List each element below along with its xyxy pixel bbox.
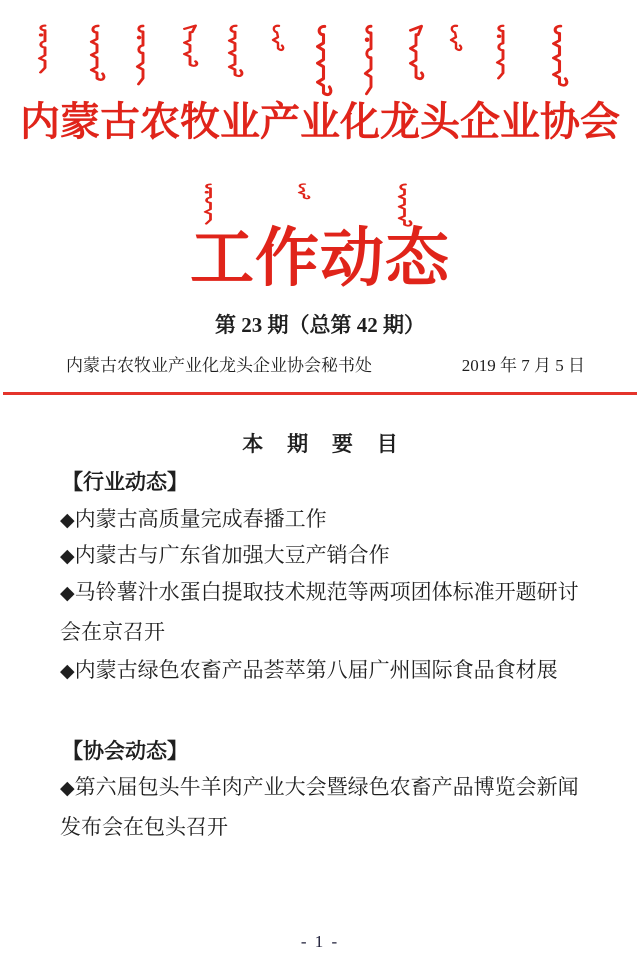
toc-heading: 本 期 要 目 [242,433,407,456]
diamond-bullet-icon: ◆ [60,510,75,531]
section-title-industry-news: 【行业动态】 [62,471,188,494]
publisher-row [0,353,640,379]
publish-date: 2019 年 7 月 5 日 [461,356,585,375]
toc-item [60,536,590,576]
toc-item [60,651,590,691]
toc-item-text: 第六届包头牛羊肉产业大会暨绿色农畜产品博览会新闻发布会在包头召开 [60,775,579,839]
toc-item [60,768,590,846]
diamond-bullet-icon: ◆ [60,661,75,682]
toc-item [60,573,590,651]
toc-item [60,500,590,540]
toc-item-text: 内蒙古高质量完成春播工作 [74,507,327,531]
toc-item-text: 马铃薯汁水蛋白提取技术规范等两项团体标准开题研讨会在京召开 [60,580,579,644]
issue-number: 第 23 期（总第 42 期） [215,313,425,337]
toc-item-text: 内蒙古与广东省加强大豆产销合作 [74,543,390,567]
section-title-association-news: 【协会动态】 [62,740,188,763]
bulletin-title: 工作动态 [190,223,450,294]
publisher-name: 内蒙古农牧业产业化龙头企业协会秘书处 [66,356,372,375]
masthead-divider-rule [3,392,637,395]
diamond-bullet-icon: ◆ [60,546,75,567]
toc-item-text: 内蒙古绿色农畜产品荟萃第八届广州国际食品食材展 [74,658,558,682]
diamond-bullet-icon: ◆ [60,583,75,604]
diamond-bullet-icon: ◆ [60,778,75,799]
org-name-title: 内蒙古农牧业产业化龙头企业协会 [20,99,620,144]
page-number: - 1 - [300,932,340,951]
